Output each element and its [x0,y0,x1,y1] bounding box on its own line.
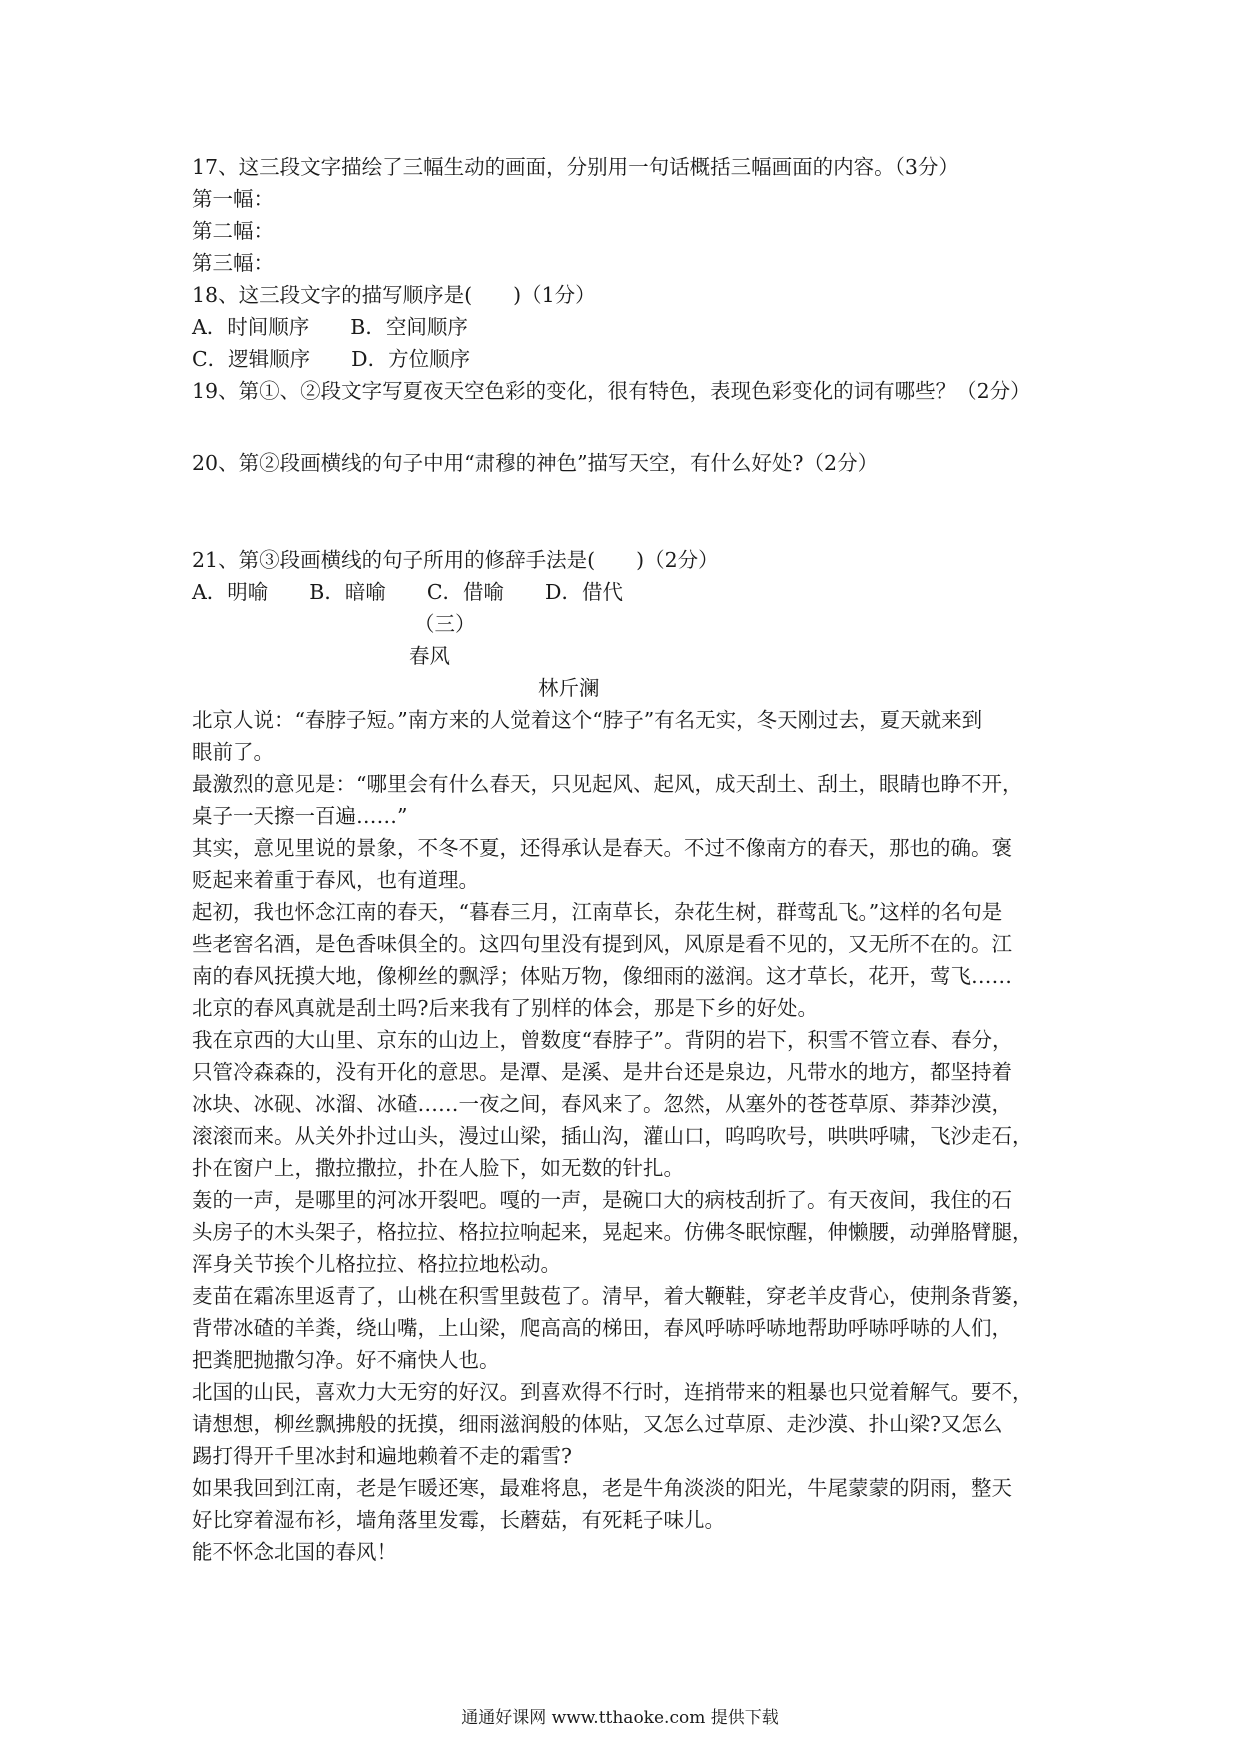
article-line: 北京人说：“春脖子短。”南方来的人觉着这个“脖子”有名无实，冬天刚过去，夏天就来到 [192,708,983,732]
article-line: 南的春风抚摸大地，像柳丝的飘浮；体贴万物，像细雨的滋润。这才草长，花开，莺飞…… [192,964,1012,988]
article-line: 北京的春风真就是刮土吗?后来我有了别样的体会，那是下乡的好处。 [192,996,818,1020]
article-line: 能不怀念北国的春风！ [192,1540,397,1564]
article-line: 扑在窗户上，撒拉撒拉，扑在人脸下，如无数的针扎。 [192,1156,684,1180]
question-18-prompt: 18、这三段文字的描写顺序是( )（1分） [192,283,596,307]
article-line: 冰块、冰砚、冰溜、冰碴……一夜之间，春风来了。忽然，从塞外的苍苍草原、莽莽沙漠， [192,1092,1012,1116]
article-line: 背带冰碴的羊粪，绕山嘴，上山梁，爬高高的梯田，春风呼哧呼哧地帮助呼哧呼哧的人们， [192,1316,1012,1340]
question-18-options-row-1: A．时间顺序 B．空间顺序 [192,315,468,339]
question-17-blank-2: 第二幅： [192,219,274,243]
page-footer: 通通好课网 www.tthaoke.com 提供下载 [461,1708,779,1728]
article-line: 浑身关节挨个儿格拉拉、格拉拉地松动。 [192,1252,561,1276]
article-line: 其实，意见里说的景象，不冬不夏，还得承认是春天。不过不像南方的春天，那也的确。褒 [192,836,1012,860]
article-line: 桌子一天擦一百遍……” [192,804,408,828]
article-line: 滚滚而来。从关外扑过山头，漫过山梁，插山沟，灌山口，呜呜吹号，哄哄呼啸，飞沙走石， [192,1124,1033,1148]
article-line: 请想想，柳丝飘拂般的抚摸，细雨滋润般的体贴，又怎么过草原、走沙漠、扑山梁?又怎么 [192,1412,1003,1436]
article-line: 眼前了。 [192,740,274,764]
article-line: 麦苗在霜冻里返青了，山桃在积雪里鼓苞了。清早，着大鞭鞋，穿老羊皮背心，使荆条背篓， [192,1284,1033,1308]
question-20-prompt: 20、第②段画横线的句子中用“肃穆的神色”描写天空，有什么好处?（2分） [192,451,879,475]
article-line: 最激烈的意见是：“哪里会有什么春天，只见起风、起风，成天刮土、刮土，眼睛也睁不开， [192,772,1023,796]
article-line: 只管冷森森的，没有开化的意思。是潭、是溪、是井台还是泉边，凡带水的地方，都坚持着 [192,1060,1012,1084]
section-title: 春风 [409,644,450,668]
article-line: 起初，我也怀念江南的春天，“暮春三月，江南草长，杂花生树，群莺乱飞。”这样的名句是 [192,900,1003,924]
question-21-options: A．明喻 B．暗喻 C．借喻 D．借代 [192,580,623,604]
article-line: 踢打得开千里冰封和遍地赖着不走的霜雪? [192,1444,572,1468]
article-line: 些老窖名酒，是色香味俱全的。这四句里没有提到风，风原是看不见的，又无所不在的。江 [192,932,1012,956]
article-line: 轰的一声，是哪里的河冰开裂吧。嘎的一声，是碗口大的病枝刮折了。有天夜间，我住的石 [192,1188,1012,1212]
question-21-prompt: 21、第③段画横线的句子所用的修辞手法是( )（2分） [192,548,719,572]
article-line: 贬起来着重于春风，也有道理。 [192,868,479,892]
article-author: 林斤澜 [538,676,600,700]
article-line: 把粪肥抛撒匀净。好不痛快人也。 [192,1348,500,1372]
question-17-blank-1: 第一幅： [192,187,274,211]
section-number: （三） [414,612,476,636]
article-line: 好比穿着湿布衫，墙角落里发霉，长蘑菇，有死耗子味儿。 [192,1508,725,1532]
question-19-prompt: 19、第①、②段文字写夏夜天空色彩的变化，很有特色，表现色彩变化的词有哪些？（2分） [192,379,1031,403]
article-line: 如果我回到江南，老是乍暖还寒，最难将息，老是牛角淡淡的阳光，牛尾蒙蒙的阴雨，整天 [192,1476,1012,1500]
question-17-blank-3: 第三幅： [192,251,274,275]
question-17-prompt: 17、这三段文字描绘了三幅生动的画面，分别用一句话概括三幅画面的内容。（3分） [192,155,959,179]
article-line: 北国的山民，喜欢力大无穷的好汉。到喜欢得不行时，连捎带来的粗暴也只觉着解气。要不， [192,1380,1033,1404]
question-18-options-row-2: C．逻辑顺序 D．方位顺序 [192,347,471,371]
article-line: 我在京西的大山里、京东的山边上，曾数度“春脖子”。背阴的岩下，积雪不管立春、春分， [192,1028,1013,1052]
article-line: 头房子的木头架子，格拉拉、格拉拉响起来，晃起来。仿佛冬眠惊醒，伸懒腰，动弹胳臂腿， [192,1220,1033,1244]
